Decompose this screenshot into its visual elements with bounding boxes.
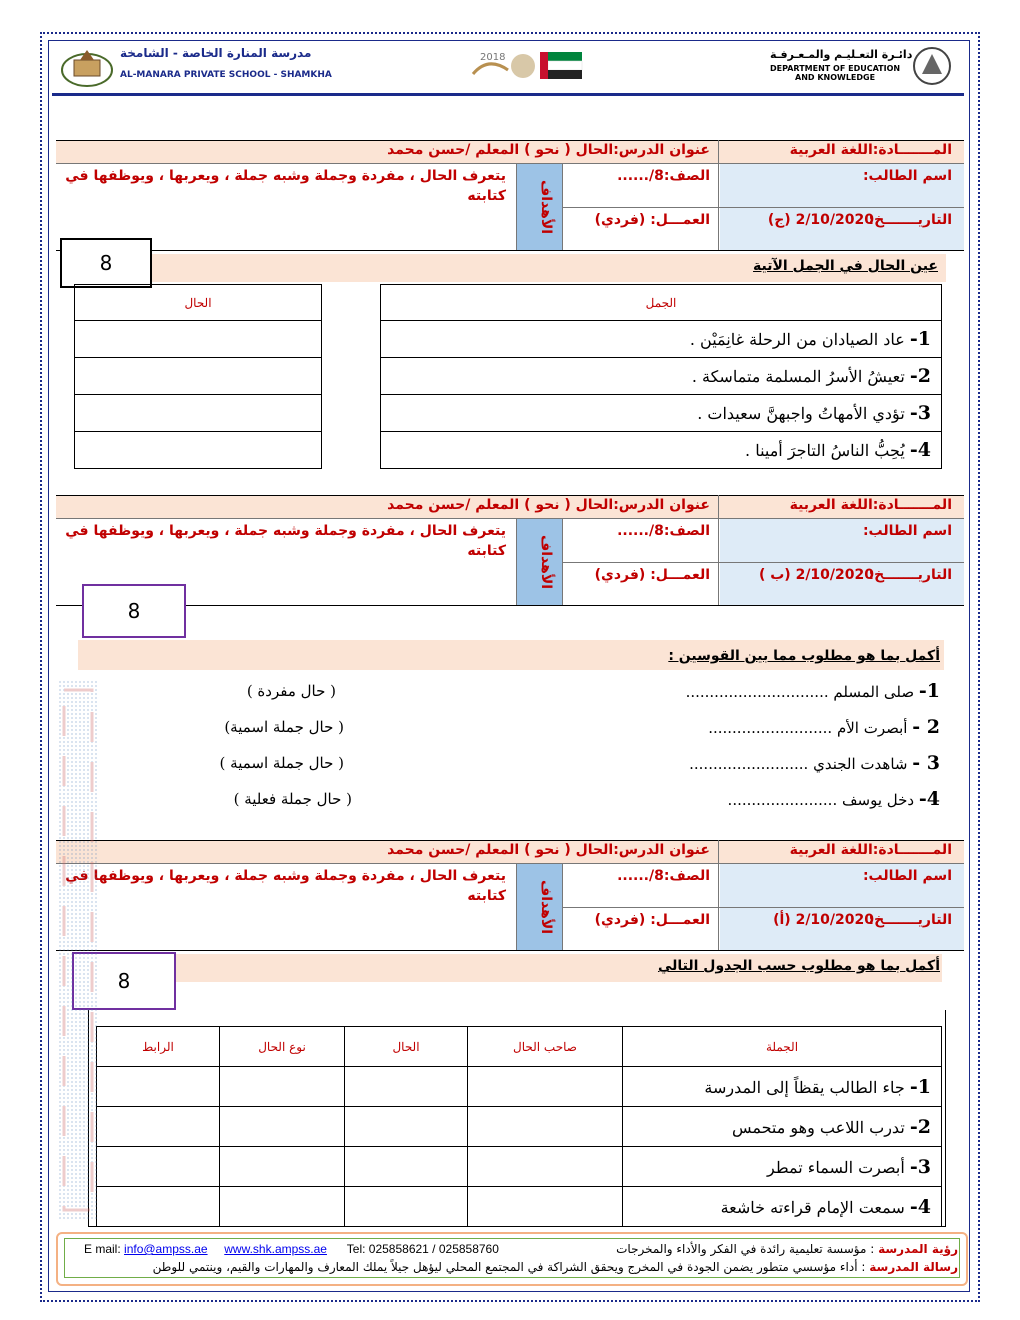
date-value: 2/10/2020 (ب ) [758,567,874,583]
completion-row: 1- صلى المسلم .............................. [685,680,940,702]
answer-cell[interactable] [75,432,322,469]
lesson-title: عنوان الدرس:الحال ( نحو ) المعلم /حسن محمد [387,142,710,158]
goals-text-line2: كتابته [467,188,506,204]
department-name-english [770,64,900,82]
answer-cell[interactable] [75,358,322,395]
email-link[interactable]: info@ampss.ae [124,1242,208,1256]
completion-row: 3 - شاهدت الجندي ......................... [689,752,940,774]
sentence-row: 1- عاد الصيادان من الرحلة غانِمَيْن . [381,321,942,358]
sentence-row: 4- يُحِبُّ الناسُ التاجرَ أمينا . [381,432,942,469]
answer-cell[interactable] [468,1107,623,1147]
answer-cell[interactable] [345,1107,468,1147]
work-type: العمـــل: (فردي) [594,212,710,228]
col-owner-header: صاحب الحال [468,1027,623,1067]
website-link[interactable]: www.shk.ampss.ae [224,1242,327,1256]
mission-text: : أداء مؤسسي متطور يضمن الجودة في المخرج ويحقق الشراكة في المجتمع المحلي ليؤهل جيلاً يملك المعارف والمهارات والقيم، وينتمي للوطن [152,1260,866,1274]
answer-cell[interactable] [220,1187,345,1227]
school-name-english: AL-MANARA PRIVATE SCHOOL - SHAMKHA [120,70,332,80]
department-emblem [912,46,952,86]
grade-field[interactable]: الصف:8/...... [617,168,710,184]
department-name-line2: AND KNOWLEDGE [795,73,876,82]
col-type-header: نوع الحال [220,1027,345,1067]
col-hal-header: الحال [75,285,322,321]
info-block-2 [56,495,964,607]
year-badge: 2018 [480,52,506,63]
answer-cell[interactable] [345,1147,468,1187]
sentence-row: 3- تؤدي الأمهاتُ واجبهنَّ سعيدات . [381,395,942,432]
completion-hint: ( حال جملة اسمية) [224,718,344,736]
watermark [54,680,102,1220]
section3-score-box: 8 [72,952,176,1010]
completion-row: 2 - أبصرت الأم .......................... [708,716,940,738]
email-label: E mail: [84,1242,121,1256]
col-sentences-header: الجمل [381,285,942,321]
answer-cell[interactable] [75,321,322,358]
grade-field[interactable]: الصف:8/...... [617,868,710,884]
school-mission [153,1260,958,1274]
answer-cell[interactable] [345,1187,468,1227]
school-vision [616,1242,958,1256]
lesson-title: عنوان الدرس:الحال ( نحو ) المعلم /حسن محمد [387,842,710,858]
work-type: العمـــل: (فردي) [594,912,710,928]
answer-cell[interactable] [220,1107,345,1147]
date-value: 2/10/2020 (ج) [767,212,874,228]
sentence-row: 3- أبصرت السماء تمطر [623,1147,942,1187]
answer-cell[interactable] [468,1067,623,1107]
subject-label: المـــــــادة:اللغة العربية [789,842,952,858]
section1-score-box: 8 [60,238,152,288]
vision-label: رؤية المدرسة [878,1242,958,1256]
school-logo [60,46,114,88]
answer-cell[interactable] [97,1067,220,1107]
goals-text-line2: كتابته [467,543,506,559]
answer-cell[interactable] [220,1067,345,1107]
answer-cell[interactable] [468,1147,623,1187]
header-divider [52,93,964,96]
section1-title: عين الحال في الجمل الآتية [753,258,938,274]
goals-label: الأهداف [538,880,554,935]
completion-hint: ( حال مفردة ) [246,682,336,700]
telephone: Tel: 025858621 / 025858760 [346,1242,499,1256]
col-sentence-header: الجملة [623,1027,942,1067]
col-hal-header: الحال [345,1027,468,1067]
student-name-field[interactable]: اسم الطالب: [862,523,952,539]
subject-label: المـــــــادة:اللغة العربية [789,497,952,513]
sentence-row: 1- جاء الطالب يقظاً إلى المدرسة [623,1067,942,1107]
section1-answer-table [74,284,322,469]
section3-table [96,1026,942,1227]
completion-hint: ( حال جملة فعلية ) [233,790,352,808]
goals-label: الأهداف [538,180,554,235]
goals-label: الأهداف [538,535,554,590]
answer-cell[interactable] [220,1147,345,1187]
info-block-3 [56,840,964,952]
student-name-field[interactable]: اسم الطالب: [862,168,952,184]
section1-sentences-table [380,284,942,469]
info-block-1 [56,140,964,252]
department-name-line1: DEPARTMENT OF EDUCATION [770,64,901,73]
goals-text-line1: يتعرف الحال ، مفردة وجملة وشبه جملة ، ويعربها ، ويوظفها في [65,168,506,184]
goals-text-line1: يتعرف الحال ، مفردة وجملة وشبه جملة ، ويعربها ، ويوظفها في [65,868,506,884]
footer-contacts [84,1242,499,1256]
work-type: العمـــل: (فردي) [594,567,710,583]
section2-title: أكمل بما هو مطلوب مما بين القوسين : [668,648,940,664]
date-label: التاريـــــــخ: [868,912,952,928]
goals-text-line1: يتعرف الحال ، مفردة وجملة وشبه جملة ، ويعربها ، ويوظفها في [65,523,506,539]
section3-title: أكمل بما هو مطلوب حسب الجدول التالي [657,958,940,974]
sentence-row: 2- تدرب اللاعب وهو متحمس [623,1107,942,1147]
answer-cell[interactable] [97,1107,220,1147]
subject-label: المـــــــادة:اللغة العربية [789,142,952,158]
mission-label: رسالة المدرسة [869,1260,958,1274]
completion-hint: ( حال جملة اسمية ) [219,754,344,772]
department-name-arabic: دائـرة التعـليـم والمـعـرفـة [770,48,913,61]
answer-cell[interactable] [468,1187,623,1227]
grade-field[interactable]: الصف:8/...... [617,523,710,539]
goals-text-line2: كتابته [467,888,506,904]
student-name-field[interactable]: اسم الطالب: [862,868,952,884]
lesson-title: عنوان الدرس:الحال ( نحو ) المعلم /حسن محمد [387,497,710,513]
answer-cell[interactable] [345,1067,468,1107]
section2-score-box: 8 [82,584,186,638]
date-label: التاريـــــــخ: [868,567,952,583]
answer-cell[interactable] [75,395,322,432]
school-name-arabic: مدرسة المنارة الخاصة - الشامخة [120,46,312,60]
date-value: 2/10/2020 (أ) [773,912,874,928]
completion-row: 4- دخل يوسف ....................... [727,788,940,810]
date-label: التاريـــــــخ: [868,212,952,228]
vision-text: : مؤسسة تعليمية رائدة في الفكر والأداء والمخرجات [616,1242,875,1256]
sentence-row: 2- تعيشُ الأسرُ المسلمة متماسكة . [381,358,942,395]
col-linker-header: الرابط [97,1027,220,1067]
answer-cell[interactable] [97,1187,220,1227]
sentence-row: 4- سمعت الإمام قراءته خاشعة [623,1187,942,1227]
answer-cell[interactable] [97,1147,220,1187]
